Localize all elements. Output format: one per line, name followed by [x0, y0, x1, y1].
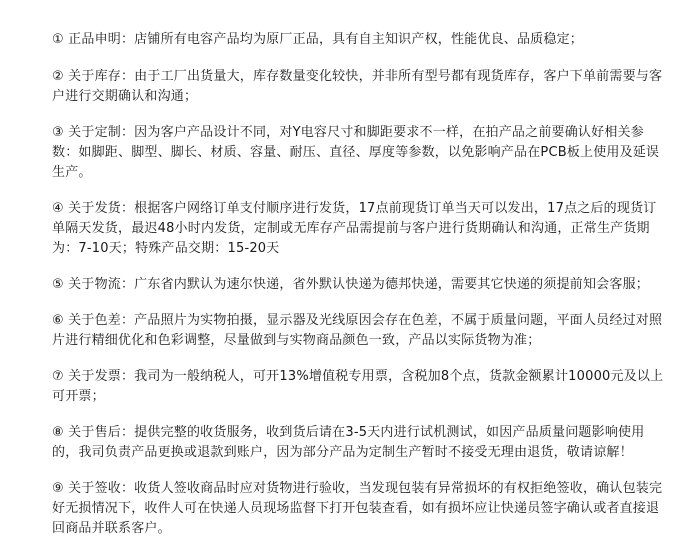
notice-color: ⑥ 关于色差：产品照片为实物拍摄，显示器及光线原因会存在色差，不属于质量问题，平面人员经过对照片进行精细优化和色彩调整，尽量做到与实物商品颜色一致，产品以实际货物为准； — [52, 313, 663, 348]
notice-shipping: ④ 关于发货：根据客户网络订单支付顺序进行发货，17点前现货订单当天可以发出，17点之后的现货订单隔天发货，最迟48小时内发货，定制或无库存产品需提前与客户进行货期确认和沟通，正常生产货期为：7-10天；特殊产品交期：15-20天 — [52, 201, 657, 256]
notice-receipt: ⑨ 关于签收：收货人签收商品时应对货物进行验收，当发现包装有异常损坏的有权拒绝签收，确认包装完好无损情况下，收件人可在快递人员现场监督下打开包装查看，如有损坏应让快递员签字确认或者直接退回商品并联系客户。 — [52, 481, 663, 536]
notice-custom: ③ 关于定制：因为客户产品设计不同，对Y电容尺寸和脚距要求不一样，在拍产品之前要确认好相关参数：如脚距、脚型、脚长、材质、容量、耐压、直径、厚度等参数，以免影响产品在PCB板上使用及延误生产。 — [52, 125, 660, 180]
notice-stock: ② 关于库存：由于工厂出货量大，库存数量变化较快，并非所有型号都有现货库存，客户下单前需要与客户进行交期确认和沟通； — [52, 69, 663, 104]
notice-after-sales: ⑧ 关于售后：提供完整的收货服务，收到货后请在3-5天内进行试机测试，如因产品质量问题影响使用的，我司负责产品更换或退款到账户，因为部分产品为定制生产暂时不接受无理由退货，敬请谅解！ — [52, 425, 645, 460]
notice-genuine: ① 正品申明：店铺所有电容产品均为原厂正品，具有自主知识产权，性能优良、品质稳定； — [52, 32, 583, 47]
notice-invoice: ⑦ 关于发票：我司为一般纳税人，可开13%增值税专用票，含税加8个点，货款金额累计10000元及以上可开票； — [52, 369, 664, 404]
notice-logistics: ⑤ 关于物流：广东省内默认为速尔快递，省外默认快递为德邦快递，需要其它快递的须提前知会客服； — [52, 277, 649, 292]
